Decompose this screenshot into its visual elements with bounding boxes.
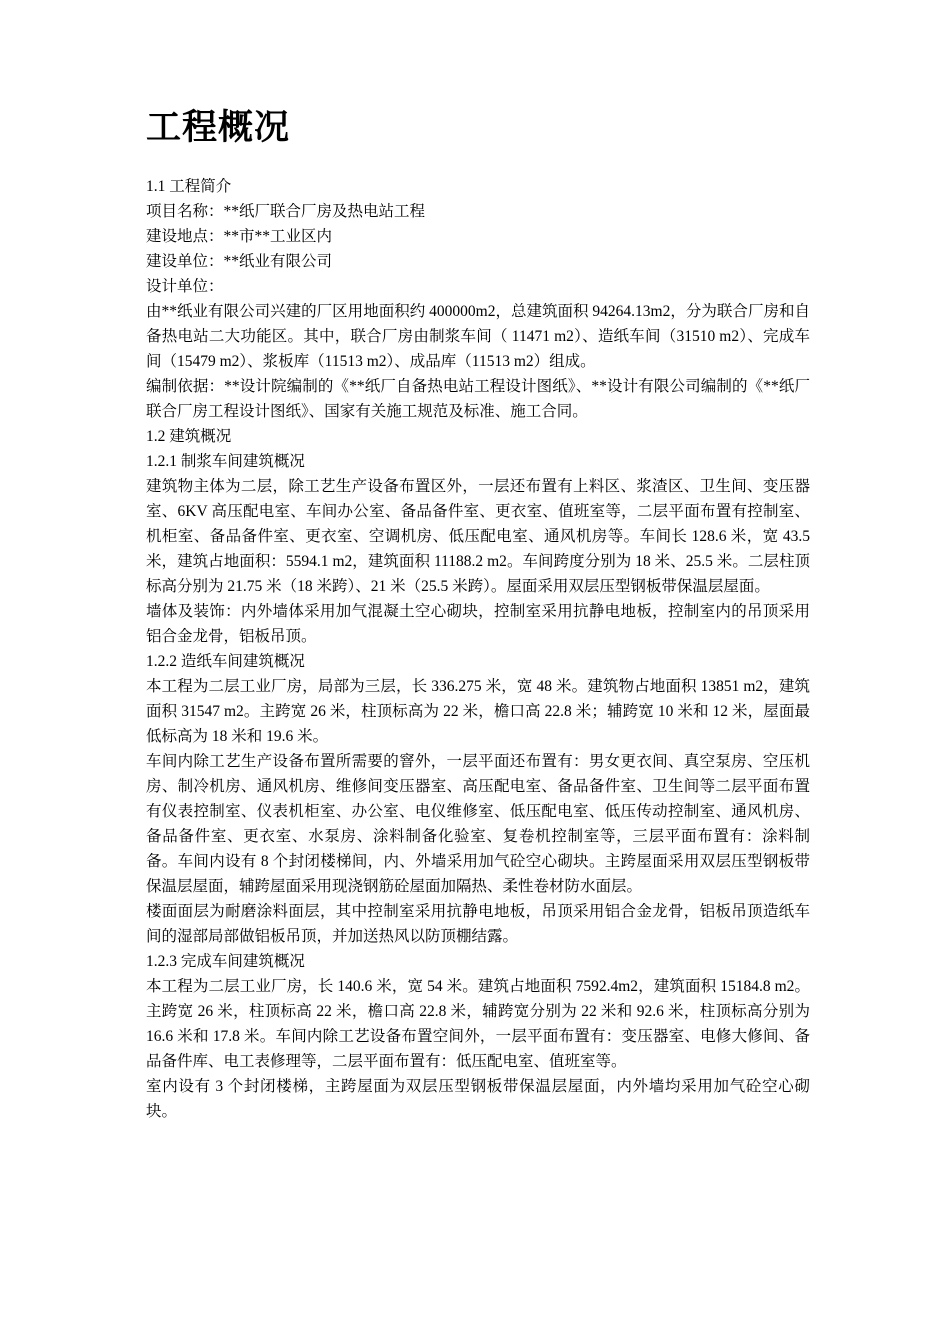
intro-paragraph: 由**纸业有限公司兴建的厂区用地面积约 400000m2，总建筑面积 94264.13m2，分为联合厂房和自备热电站二大功能区。其中，联合厂房由制浆车间（ 11471 m2）、造纸车间（31510 m2）、完成车间（15479 m2）、浆板库（11513 m2）、成品库（11513 m2）组成。 xyxy=(146,303,810,370)
section-heading-1-2-1: 1.2.1 制浆车间建筑概况 xyxy=(146,453,305,470)
document-title: 工程概况 xyxy=(146,108,291,148)
designer-line: 设计单位： xyxy=(146,278,224,295)
pulp-workshop-paragraph: 建筑物主体为二层，除工艺生产设备布置区外，一层还布置有上料区、浆渣区、卫生间、变压器室、6KV 高压配电室、车间办公室、备品备件室、更衣室、值班室等，二层平面布置有控制室、机柜室、备品备件室、更衣室、空调机房、低压配电室、通风机房等。车间长 128.6 米，宽 43.5 米，建筑占地面积：5594.1 m2，建筑面积 11188.2 m2。车间跨度分别为 18 米、25.5 米。二层柱顶标高分别为 21.75 米（18 米跨）、21 米（25.5 米跨）。屋面采用双层压型钢板带保温层屋面。 xyxy=(146,478,810,595)
section-heading-1-2-3: 1.2.3 完成车间建筑概况 xyxy=(146,953,305,970)
paper-layout-paragraph: 车间内除工艺生产设备布置所需要的窨外，一层平面还布置有：男女更衣间、真空泵房、空压机房、制冷机房、通风机房、维修间变压器室、高压配电室、备品备件室、卫生间等二层平面布置有仪表控制室、仪表机柜室、办公室、电仪维修室、低压配电室、低压传动控制室、通风机房、备品备件室、更衣室、水泵房、涂料制备化验室、复卷机控制室等，三层平面布置有：涂料制备。车间内设有 8 个封闭楼梯间，内、外墙采用加气砼空心砌块。主跨屋面采用双层压型钢板带保温层屋面，辅跨屋面采用现浇钢筋砼屋面加隔热、柔性卷材防水面层。 xyxy=(146,753,810,895)
builder-line: 建设单位：**纸业有限公司 xyxy=(146,253,333,270)
finish-workshop-paragraph: 本工程为二层工业厂房，长 140.6 米，宽 54 米。建筑占地面积 7592.4m2，建筑面积 15184.8 m2。主跨宽 26 米，柱顶标高 22 米，檐口高 22.8 米，辅跨宽分别为 22 米和 92.6 米，柱顶标高分别为 16.6 米和 17.8 米。车间内除工艺设备布置空间外，一层平面布置有：变压器室、电修大修间、备品备件库、电工表修理等，二层平面布置有：低压配电室、值班室等。 xyxy=(146,978,810,1070)
basis-paragraph: 编制依据：**设计院编制的《**纸厂自备热电站工程设计图纸》、**设计有限公司编制的《**纸厂联合厂房工程设计图纸》、国家有关施工规范及标准、施工合同。 xyxy=(146,378,810,420)
paper-workshop-paragraph: 本工程为二层工业厂房，局部为三层，长 336.275 米，宽 48 米。建筑物占地面积 13851 m2，建筑面积 31547 m2。主跨宽 26 米，柱顶标高为 22 米，檐口高 22.8 米；辅跨宽 10 米和 12 米，屋面最低标高为 18 米和 19.6 米。 xyxy=(146,678,810,745)
section-heading-1-2-2: 1.2.2 造纸车间建筑概况 xyxy=(146,653,305,670)
paper-floor-paragraph: 楼面面层为耐磨涂料面层，其中控制室采用抗静电地板，吊顶采用铝合金龙骨，铝板吊顶造纸车间的湿部局部做铝板吊顶，并加送热风以防顶棚结露。 xyxy=(146,903,810,945)
section-heading-1-1: 1.1 工程简介 xyxy=(146,178,232,195)
pulp-wall-paragraph: 墙体及装饰：内外墙体采用加气混凝土空心砌块，控制室采用抗静电地板，控制室内的吊顶采用铝合金龙骨，铝板吊顶。 xyxy=(146,603,810,645)
section-heading-1-2: 1.2 建筑概况 xyxy=(146,428,232,445)
document-page xyxy=(146,106,810,1124)
location-line: 建设地点：**市**工业区内 xyxy=(146,228,333,245)
finish-stairs-paragraph: 室内设有 3 个封闭楼梯，主跨屋面为双层压型钢板带保温层屋面，内外墙均采用加气砼空心砌块。 xyxy=(146,1078,810,1120)
project-name-line: 项目名称：**纸厂联合厂房及热电站工程 xyxy=(146,203,426,220)
